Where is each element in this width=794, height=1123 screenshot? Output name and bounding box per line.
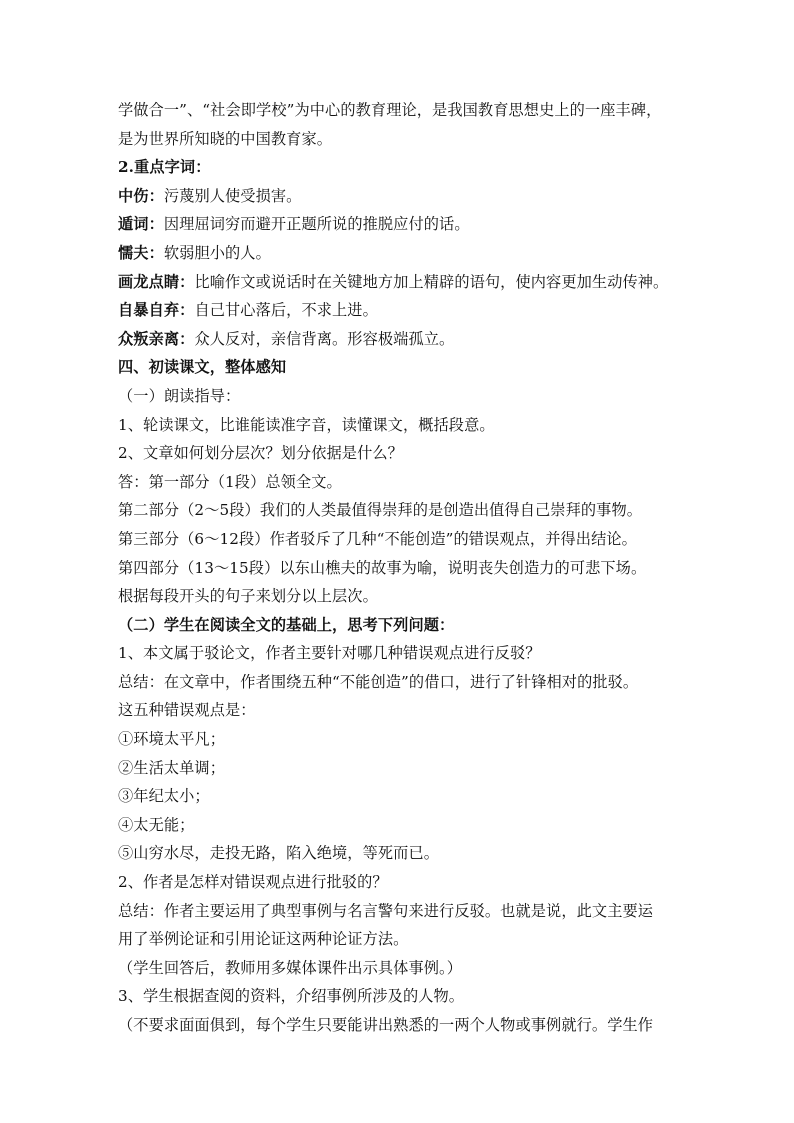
text-line [118, 182, 694, 211]
text-line [118, 696, 694, 725]
text-line [118, 268, 694, 297]
line-text: 1、轮读课文，比谁能读准字音，读懂课文，概括段意。 [118, 415, 495, 434]
text-line [118, 668, 694, 697]
text-line [118, 982, 694, 1011]
document-page [118, 96, 694, 1040]
text-line [118, 439, 694, 468]
line-text: 第四部分（13～15段）以东山樵夫的故事为喻，说明丧失创造力的可悲下场。 [118, 558, 647, 577]
line-text: ⑤山穷水尽，走投无路，陷入绝境，等死而已。 [118, 844, 440, 863]
line-text: 是为世界所知晓的中国教育家。 [118, 129, 333, 148]
line-text: 软弱胆小的人。 [163, 243, 271, 262]
text-line [118, 496, 694, 525]
line-text: 根据每段开头的句子来划分以上层次。 [118, 587, 378, 606]
text-line [118, 468, 694, 497]
text-line [118, 296, 694, 325]
line-text: 1、本文属于驳论文，作者主要针对哪几种错误观点进行反驳？ [118, 644, 541, 663]
text-line [118, 125, 694, 154]
text-line [118, 210, 694, 239]
line-text: （学生回答后，教师用多媒体课件出示具体事例。） [118, 958, 463, 977]
text-line [118, 239, 694, 268]
line-text: 总结：作者主要运用了典型事例与名言警句来进行反驳。也就是说，此文主要运 [118, 901, 654, 920]
text-line [118, 725, 694, 754]
line-text: 自己甘心落后，不求上进。 [194, 301, 378, 320]
line-text: 众人反对，亲信背离。形容极端孤立。 [194, 329, 455, 348]
line-text: 污蔑别人使受损害。 [163, 186, 302, 205]
line-text: 答：第一部分（1段）总领全文。 [118, 472, 342, 491]
text-line [118, 782, 694, 811]
line-text: 比喻作文或说话时在关键地方加上精辟的语句，使内容更加生动传神。 [194, 272, 669, 291]
text-line [118, 611, 694, 640]
glossary-term: 遁词： [118, 215, 164, 234]
text-line [118, 353, 694, 382]
line-text: （一）朗读指导： [118, 386, 241, 405]
text-line [118, 525, 694, 554]
glossary-term: 懦夫： [118, 243, 164, 262]
text-line [118, 868, 694, 897]
glossary-term: 中伤： [118, 186, 164, 205]
line-text: 第二部分（2～5段）我们的人类最值得崇拜的是创造出值得自己崇拜的事物。 [118, 501, 643, 520]
text-line [118, 582, 694, 611]
text-line [118, 382, 694, 411]
glossary-term: 画龙点睛： [118, 272, 195, 291]
line-text: 总结：在文章中，作者围绕五种“不能创造”的借口，进行了针锋相对的批驳。 [118, 672, 639, 691]
line-text: 用了举例论证和引用论证这两种论证方法。 [118, 930, 409, 949]
line-text: 四、初读课文，整体感知 [118, 358, 287, 377]
text-line [118, 153, 694, 182]
text-line [118, 639, 694, 668]
glossary-term: 自暴自弃： [118, 301, 195, 320]
text-line [118, 811, 694, 840]
line-text: ③年纪太小； [118, 787, 210, 806]
text-line [118, 96, 694, 125]
line-text: 2、文章如何划分层次？划分依据是什么？ [118, 444, 403, 463]
line-text: （不要求面面俱到，每个学生只要能讲出熟悉的一两个人物或事例就行。学生作 [118, 1016, 654, 1034]
glossary-term: 众叛亲离： [118, 329, 195, 348]
text-line [118, 925, 694, 954]
text-line [118, 754, 694, 783]
text-line [118, 325, 694, 354]
line-text: ①环境太平凡； [118, 730, 226, 749]
line-text: 第三部分（6～12段）作者驳斥了几种“不能创造”的错误观点，并得出结论。 [118, 529, 637, 548]
line-text: 2、作者是怎样对错误观点进行批驳的？ [118, 873, 388, 892]
text-line [118, 411, 694, 440]
text-line [118, 554, 694, 583]
line-text: 2.重点字词： [118, 158, 211, 177]
line-text: 因理屈词穷而避开正题所说的推脱应付的话。 [163, 215, 470, 234]
line-text: 这五种错误观点是： [118, 701, 256, 720]
text-line [118, 954, 694, 983]
text-line [118, 1011, 694, 1040]
line-text: ②生活太单调； [118, 758, 226, 777]
text-line [118, 897, 694, 926]
line-text: （二）学生在阅读全文的基础上，思考下列问题： [118, 615, 455, 634]
line-text: 3、学生根据查阅的资料，介绍事例所涉及的人物。 [118, 987, 465, 1006]
line-text: 学做合一”、“社会即学校”为中心的教育理论，是我国教育思想史上的一座丰碑， [118, 101, 662, 119]
text-line [118, 839, 694, 868]
line-text: ④太无能； [118, 815, 195, 834]
